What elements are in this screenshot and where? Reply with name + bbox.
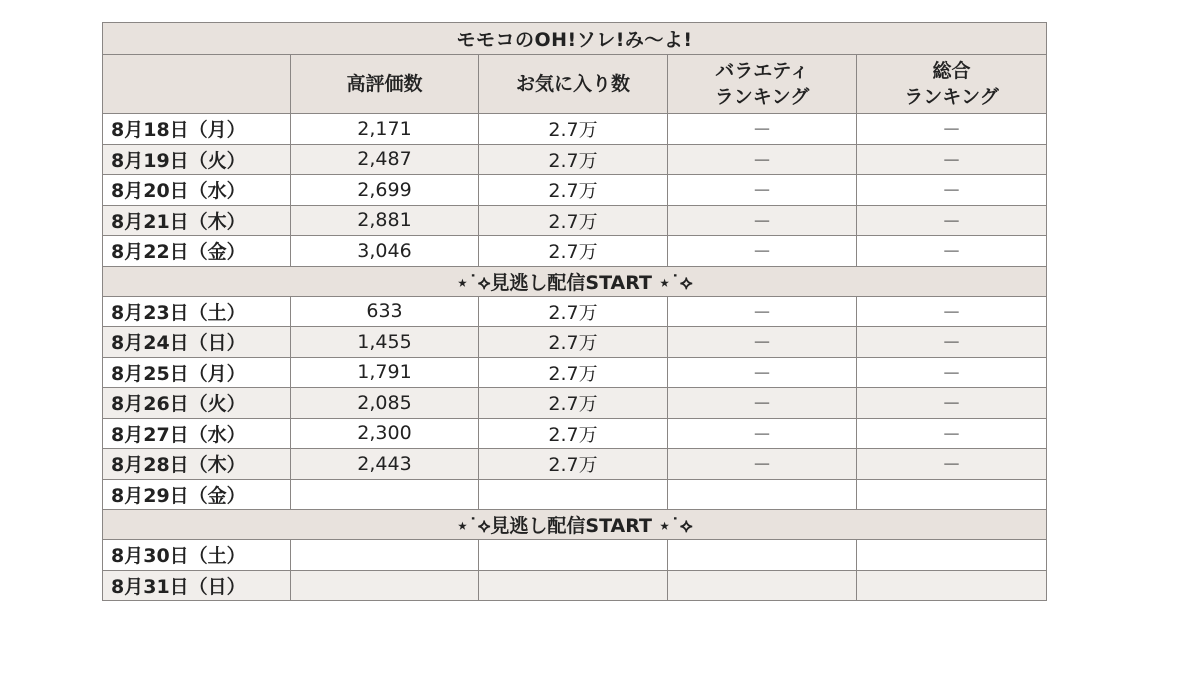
favorites-cell: 2.7万	[479, 114, 668, 145]
overall-ranking-cell: －	[857, 114, 1047, 145]
overall-ranking-cell: －	[857, 175, 1047, 206]
variety-ranking-cell: －	[668, 114, 857, 145]
table-row	[103, 418, 1047, 449]
date-cell: 8月26日（火）	[103, 388, 291, 419]
high-rating-cell	[291, 540, 479, 571]
favorites-cell: 2.7万	[479, 418, 668, 449]
variety-ranking-cell: －	[668, 175, 857, 206]
overall-ranking-cell: －	[857, 357, 1047, 388]
table-row	[103, 144, 1047, 175]
table-row	[103, 570, 1047, 601]
table-row	[103, 205, 1047, 236]
variety-ranking-cell: －	[668, 236, 857, 267]
date-cell: 8月27日（水）	[103, 418, 291, 449]
favorites-cell: 2.7万	[479, 144, 668, 175]
header-row	[103, 55, 1047, 114]
ratings-table	[102, 22, 1047, 601]
high-rating-cell: 2,699	[291, 175, 479, 206]
header-date	[103, 55, 291, 114]
variety-ranking-cell: －	[668, 388, 857, 419]
table-row	[103, 296, 1047, 327]
variety-ranking-cell: －	[668, 357, 857, 388]
variety-ranking-cell: －	[668, 205, 857, 236]
variety-ranking-cell: －	[668, 327, 857, 358]
overall-ranking-cell: －	[857, 388, 1047, 419]
high-rating-cell: 3,046	[291, 236, 479, 267]
date-cell: 8月31日（日）	[103, 570, 291, 601]
favorites-cell: 2.7万	[479, 357, 668, 388]
high-rating-cell: 2,171	[291, 114, 479, 145]
favorites-cell: 2.7万	[479, 327, 668, 358]
table-row	[103, 388, 1047, 419]
variety-ranking-cell	[668, 479, 857, 510]
table-row	[103, 449, 1047, 480]
header-overall-line2: ランキング	[904, 86, 999, 108]
overall-ranking-cell: －	[857, 236, 1047, 267]
date-cell: 8月24日（日）	[103, 327, 291, 358]
table-title: モモコのOH!ソレ!み〜よ!	[103, 23, 1047, 55]
week2-rows	[103, 296, 1047, 510]
high-rating-cell: 2,443	[291, 449, 479, 480]
overall-ranking-cell	[857, 479, 1047, 510]
favorites-cell: 2.7万	[479, 296, 668, 327]
date-cell: 8月28日（木）	[103, 449, 291, 480]
date-cell: 8月30日（土）	[103, 540, 291, 571]
overall-ranking-cell: －	[857, 449, 1047, 480]
week3-rows	[103, 540, 1047, 601]
high-rating-cell: 1,455	[291, 327, 479, 358]
favorites-cell: 2.7万	[479, 449, 668, 480]
date-cell: 8月20日（水）	[103, 175, 291, 206]
overall-ranking-cell	[857, 570, 1047, 601]
overall-ranking-cell: －	[857, 327, 1047, 358]
banner-row	[103, 510, 1047, 540]
high-rating-cell	[291, 570, 479, 601]
variety-ranking-cell: －	[668, 296, 857, 327]
date-cell: 8月29日（金）	[103, 479, 291, 510]
title-row	[103, 23, 1047, 55]
high-rating-cell: 2,487	[291, 144, 479, 175]
table-row	[103, 175, 1047, 206]
favorites-cell: 2.7万	[479, 175, 668, 206]
date-cell: 8月19日（火）	[103, 144, 291, 175]
variety-ranking-cell: －	[668, 418, 857, 449]
week1-rows	[103, 114, 1047, 267]
variety-ranking-cell: －	[668, 449, 857, 480]
variety-ranking-cell	[668, 570, 857, 601]
missed-stream-banner: ⋆˙⟡見逃し配信START ⋆˙⟡	[103, 510, 1047, 540]
overall-ranking-cell: －	[857, 205, 1047, 236]
variety-ranking-cell	[668, 540, 857, 571]
high-rating-cell	[291, 479, 479, 510]
date-cell: 8月25日（月）	[103, 357, 291, 388]
favorites-cell: 2.7万	[479, 205, 668, 236]
header-overall-ranking	[857, 55, 1047, 114]
favorites-cell	[479, 479, 668, 510]
date-cell: 8月21日（木）	[103, 205, 291, 236]
header-overall-line1: 総合	[932, 60, 971, 82]
table-row	[103, 327, 1047, 358]
header-favorites: お気に入り数	[479, 55, 668, 114]
high-rating-cell: 633	[291, 296, 479, 327]
date-cell: 8月22日（金）	[103, 236, 291, 267]
high-rating-cell: 2,085	[291, 388, 479, 419]
variety-ranking-cell: －	[668, 144, 857, 175]
overall-ranking-cell	[857, 540, 1047, 571]
table-row	[103, 236, 1047, 267]
favorites-cell	[479, 540, 668, 571]
overall-ranking-cell: －	[857, 418, 1047, 449]
banner-row	[103, 266, 1047, 296]
missed-stream-banner: ⋆˙⟡見逃し配信START ⋆˙⟡	[103, 266, 1047, 296]
header-variety-ranking	[668, 55, 857, 114]
date-cell: 8月23日（土）	[103, 296, 291, 327]
favorites-cell: 2.7万	[479, 236, 668, 267]
favorites-cell: 2.7万	[479, 388, 668, 419]
header-variety-line1: バラエティ	[715, 60, 809, 82]
favorites-cell	[479, 570, 668, 601]
overall-ranking-cell: －	[857, 144, 1047, 175]
high-rating-cell: 2,300	[291, 418, 479, 449]
high-rating-cell: 1,791	[291, 357, 479, 388]
table-row	[103, 357, 1047, 388]
table-row	[103, 540, 1047, 571]
overall-ranking-cell: －	[857, 296, 1047, 327]
table-row	[103, 114, 1047, 145]
date-cell: 8月18日（月）	[103, 114, 291, 145]
high-rating-cell: 2,881	[291, 205, 479, 236]
header-variety-line2: ランキング	[714, 86, 810, 108]
table-row	[103, 479, 1047, 510]
header-high-rating: 高評価数	[291, 55, 479, 114]
